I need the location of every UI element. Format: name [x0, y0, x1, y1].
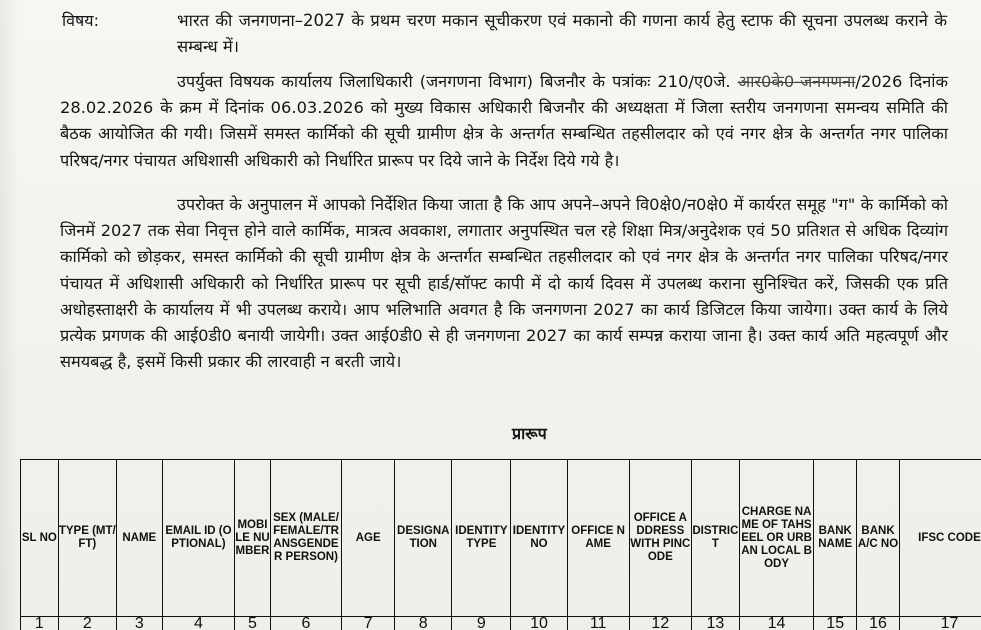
scan-edge-shadow	[0, 0, 18, 630]
column-number: 15	[814, 617, 857, 630]
format-table-container	[20, 459, 981, 630]
column-number: 11	[567, 617, 629, 630]
column-number: 12	[629, 617, 691, 630]
paragraph-1-part-2: /2026 दिनांक 28.02.2026 के क्रम में दिनांक 06.03.2026 को मुख्य विकास अधिकारी बिजनौर की अध्यक्षता में जिला स्तरीय जनगणना समन्वय समिति की बैठक आयोजित की गयी। जिसमें समस्त कार्मिको की सूची ग्रामीण क्षेत्र के अन्तर्गत सम्बन्धित तहसीलदार को एवं नगर क्षेत्र के अन्तर्गत नगर पालिका परिषद/नगर पंचायत अधिशासी अधिकारी को निर्धारित प्रारूप पर दिये जाने के निर्देश दिये गये है।	[60, 72, 948, 170]
column-header: IDENTITY TYPE	[452, 460, 511, 617]
column-header: EMAIL ID (OPTIONAL)	[162, 460, 234, 617]
paragraph-1	[60, 69, 948, 174]
table-header-row	[21, 460, 981, 617]
column-number: 1	[21, 617, 59, 630]
column-number: 5	[235, 617, 271, 630]
column-header: SEX (MALE/FEMALE/TRANSGENDER PERSON)	[270, 460, 341, 617]
column-number: 2	[58, 617, 116, 630]
column-header: BANK NAME	[814, 460, 857, 617]
column-number: 9	[452, 617, 511, 630]
format-table	[20, 459, 981, 630]
subject-text: भारत की जनगणना–2027 के प्रथम चरण मकान सूचीकरण एवं मकानो की गणना कार्य हेतु स्टाफ की सूचना उपलब्ध कराने के सम्बन्ध में।	[177, 11, 947, 56]
paragraph-2-text: उपरोक्त के अनुपालन में आपको निर्देशित किया जाता है कि आप अपने–अपने वि0क्षे0/न0क्षे0 में कार्यरत समूह "ग" के कार्मिको को जिनमें 2027 तक सेवा निवृत्त होने वाले कार्मिक, मात्रत्व अवकाश, लगातार अनुपस्थित चल रहे शिक्षा मित्र/अनुदेशक एवं 50 प्रतिशत से अधिक दिव्यांग कार्मिको को छोड़कर, समस्त कार्मिको की सूची ग्रामीण क्षेत्र के अन्तर्गत सम्बन्धित तहसीलदार को एवं नगर क्षेत्र के अन्तर्गत नगर पालिका परिषद/नगर पंचायत में अधिशासी अधिकारी को निर्धारित प्रारूप पर सूची हार्ड/सॉफ्ट कापी में दो कार्य दिवस में उपलब्ध कराना सुनिश्चित करें, जिसकी एक प्रति अधोहस्ताक्षरी के कार्यालय में भी उपलब्ध कराये। आप भलिभाति अवगत है कि जनगणना 2027 का कार्य डिजिटल किया जायेगा। उक्त कार्य के लिये प्रत्येक प्रगणक की आई0डी0 बनायी जायेगी। उक्त आई0डी0 से ही जनगणना 2027 का कार्य सम्पन्न कराया जाना है। उक्त कार्य अति महत्वपूर्ण और समयबद्ध है, इसमें किसी प्रकार की लारवाही न बरती जाये।	[60, 195, 948, 372]
column-header: IFSC CODE	[899, 460, 981, 617]
column-number: 4	[162, 617, 234, 630]
column-header: BANK A/C NO	[857, 460, 900, 617]
column-header: CHARGE NAME OF TAHSEEL OR URBAN LOCAL BODY	[739, 460, 813, 617]
column-header: OFFICE ADDRESS WITH PINCODE	[629, 460, 691, 617]
column-number: 10	[511, 617, 567, 630]
table-number-row	[21, 617, 981, 630]
subject-label: विषय:	[62, 11, 99, 30]
column-number: 3	[116, 617, 162, 630]
column-number: 8	[395, 617, 452, 630]
column-header: MOBILE NUMBER	[235, 460, 271, 617]
column-number: 7	[342, 617, 395, 630]
column-number: 14	[739, 617, 813, 630]
column-header: TYPE (MT/FT)	[58, 460, 116, 617]
paragraph-1-part-1: उपर्युक्त विषयक कार्यालय जिलाधिकारी (जनगणना विभाग) बिजनौर के पत्रांकः 210/ए0जे.	[177, 72, 731, 91]
column-number: 6	[270, 617, 341, 630]
struck-reference: आर0के0-जनगणना	[737, 72, 856, 91]
column-header: DESIGNATION	[395, 460, 452, 617]
column-header: AGE	[342, 460, 395, 617]
column-header: DISTRICT	[691, 460, 739, 617]
column-header: OFFICE NAME	[567, 460, 629, 617]
paragraph-2	[60, 192, 948, 375]
column-number: 17	[899, 617, 981, 630]
column-header: NAME	[116, 460, 162, 617]
column-header: SL NO	[21, 460, 59, 617]
column-header: IDENTITY NO	[511, 460, 567, 617]
format-heading: प्रारूप	[512, 424, 547, 443]
column-number: 16	[857, 617, 900, 630]
column-number: 13	[691, 617, 739, 630]
